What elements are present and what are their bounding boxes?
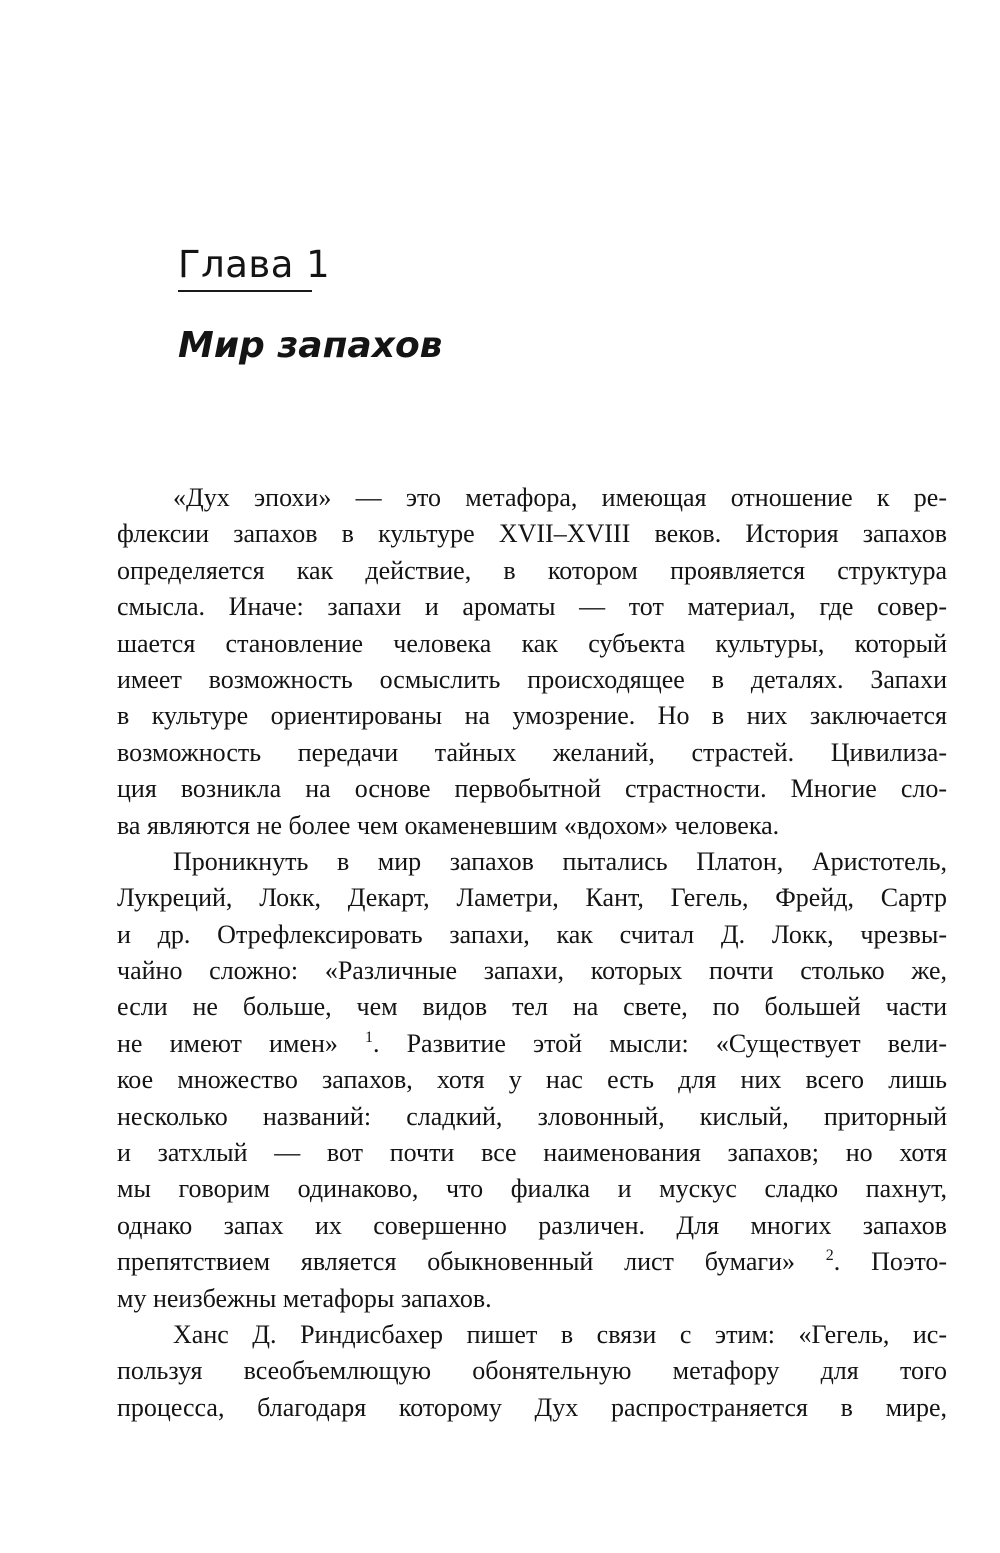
paragraph — [117, 480, 947, 844]
text-line: несколько названий: сладкий, зловонный, кислый, приторный — [117, 1101, 947, 1131]
text-line: и затхлый — вот почти все наименования запахов; но хотя — [117, 1138, 947, 1168]
text-line: определяется как действие, в котором проявляется структура — [117, 555, 947, 585]
text-line: Ханс Д. Риндисбахер пишет в связи с этим: «Гегель, ис- — [173, 1319, 947, 1349]
text-line: в культуре ориентированы на умозрение. Но в них заключается — [117, 701, 947, 731]
chapter-label: Глава 1 — [178, 243, 331, 286]
text-line: однако запах их совершенно различен. Для многих запахов — [117, 1210, 947, 1240]
text-line: флексии запахов в культуре XVII–XVIII веков. История запахов — [117, 519, 947, 549]
text-line: Проникнуть в мир запахов пытались Платон, Аристотель, — [173, 846, 947, 876]
text-line: ва являются не более чем окаменевшим «вдохом» человека. — [117, 810, 780, 840]
text-line: имеет возможность осмыслить происходящее в деталях. Запахи — [117, 664, 947, 694]
text-line: процесса, благодаря которому Дух распространяется в мире, — [117, 1392, 947, 1422]
text-segment: . Поэто- — [833, 1247, 947, 1277]
text-line: смысла. Иначе: запахи и ароматы — тот материал, где совер- — [117, 592, 947, 622]
text-segment: . Развитие этой мысли: «Существует вели- — [372, 1028, 947, 1058]
footnote-ref-1[interactable]: 1 — [364, 1028, 373, 1046]
body-text — [117, 480, 947, 1426]
paragraph — [117, 1317, 947, 1426]
text-line: если не больше, чем видов тел на свете, по большей части — [117, 992, 947, 1022]
chapter-underline — [178, 290, 312, 292]
text-line: мы говорим одинаково, что фиалка и мускус сладко пахнут, — [117, 1174, 947, 1204]
text-line: ция возникла на основе первобытной страстности. Многие сло- — [117, 774, 947, 804]
text-line: шается становление человека как субъекта культуры, который — [117, 628, 947, 658]
text-line: чайно сложно: «Различные запахи, которых почти столько же, — [117, 956, 947, 986]
paragraph — [117, 844, 947, 1317]
text-line-with-footnote — [117, 1244, 947, 1280]
text-line: «Дух эпохи» — это метафора, имеющая отношение к ре- — [173, 483, 947, 512]
chapter-title: Мир запахов — [178, 325, 443, 366]
text-segment: препятствием является обыкновенный лист бумаги» — [117, 1247, 826, 1277]
text-line: кое множество запахов, хотя у нас есть для них всего лишь — [117, 1065, 947, 1095]
text-line: возможность передачи тайных желаний, страстей. Цивилиза- — [117, 737, 947, 767]
text-line-with-footnote — [117, 1026, 947, 1062]
text-line: Лукреций, Локк, Декарт, Ламетри, Кант, Гегель, Фрейд, Сартр — [117, 883, 947, 913]
text-line: и др. Отрефлексировать запахи, как считал Д. Локк, чрезвы- — [117, 919, 947, 949]
text-line: му неизбежны метафоры запахов. — [117, 1283, 492, 1313]
text-line: пользуя всеобъемлющую обонятельную метафору для того — [117, 1356, 947, 1386]
text-segment: не имеют имен» — [117, 1028, 365, 1058]
footnote-ref-2[interactable]: 2 — [825, 1247, 834, 1265]
